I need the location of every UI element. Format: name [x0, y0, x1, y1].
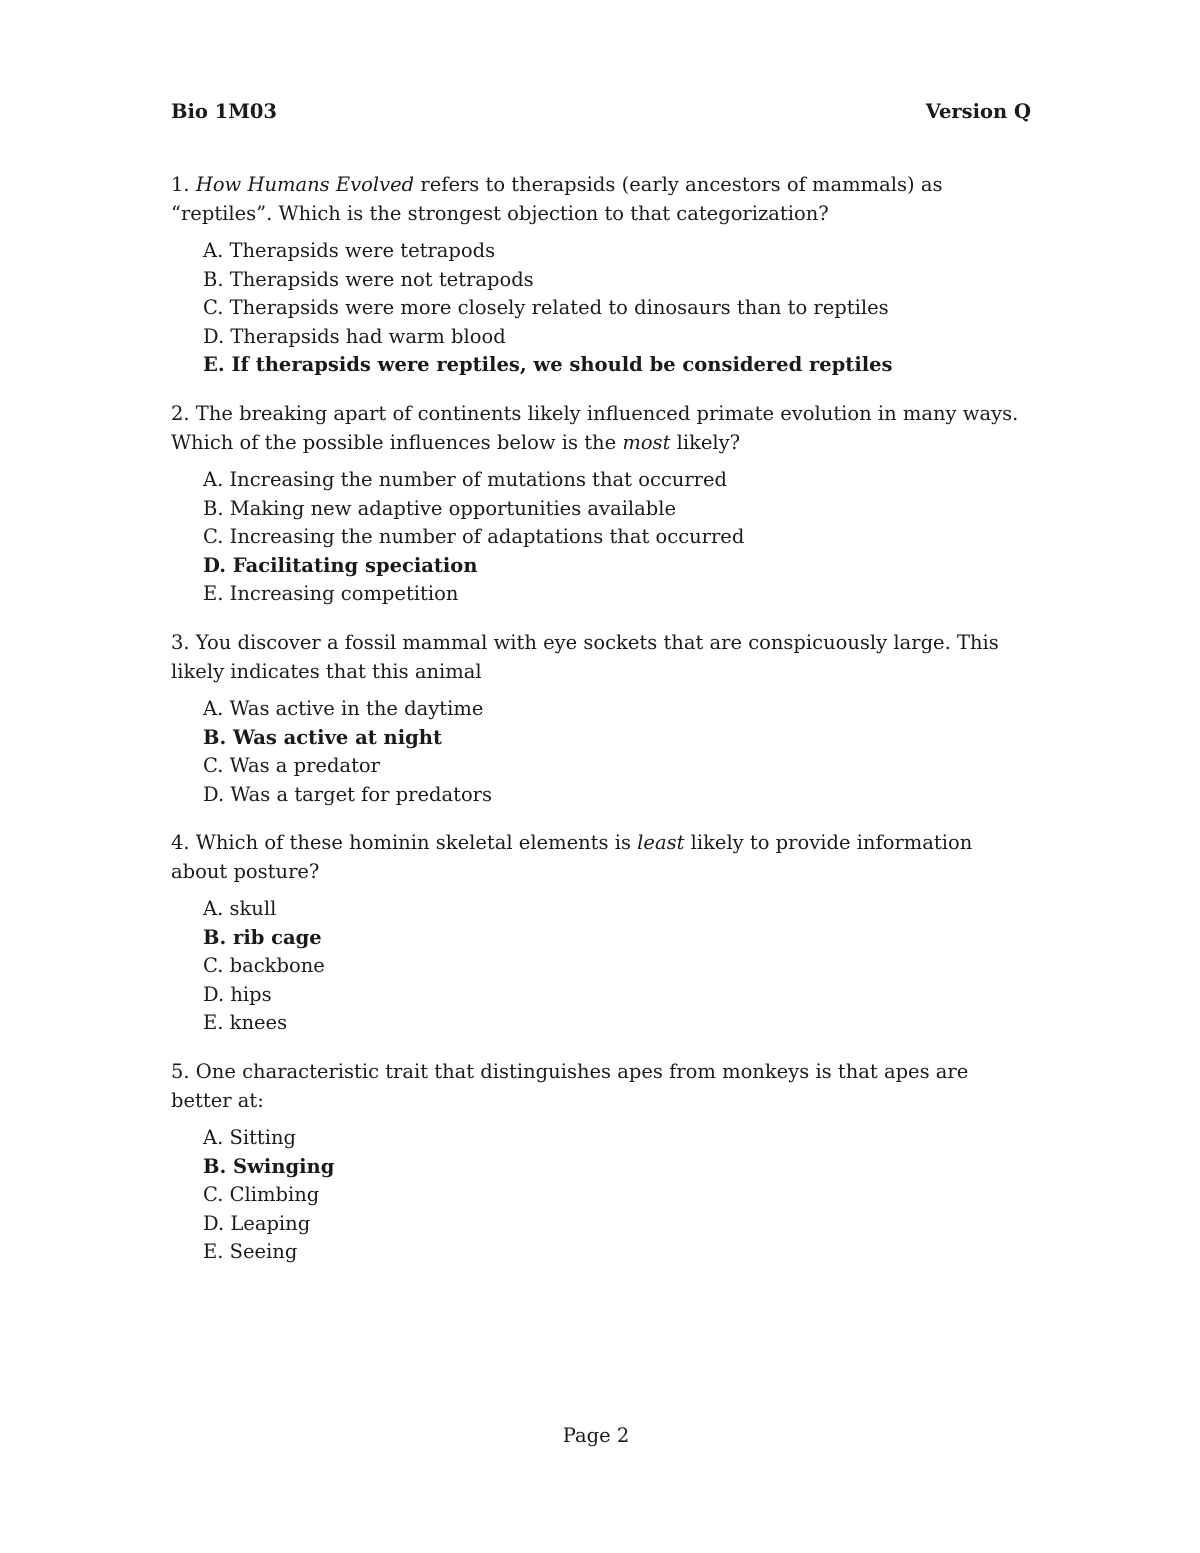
- option-correct: B. Swinging: [203, 1154, 335, 1178]
- option: E. Increasing competition: [203, 582, 459, 605]
- option-correct: B. Was active at night: [203, 725, 442, 749]
- question-3-stem: 3. You discover a fossil mammal with eye sockets that are conspicuously large. This likely indicates that this animal: [171, 631, 999, 683]
- question-2-stem: 2. The breaking apart of continents likely influenced primate evolution in many ways. Which of the possible influences below is the most likely?: [171, 402, 1019, 454]
- option: C. Was a predator: [203, 754, 380, 777]
- question-2-options: [203, 466, 1033, 609]
- page-header: [171, 100, 1031, 128]
- question-3-options: [203, 695, 1033, 809]
- option: D. Leaping: [203, 1211, 311, 1235]
- option: A. Was active in the daytime: [203, 697, 484, 720]
- exam-version: Version Q: [925, 100, 1031, 123]
- option: B. Therapsids were not tetrapods: [203, 267, 534, 291]
- option: D. Therapsids had warm blood: [203, 324, 506, 348]
- option: A. Increasing the number of mutations that occurred: [203, 468, 728, 491]
- question-1: [171, 170, 1033, 380]
- option-correct: E. If therapsids were reptiles, we should be considered reptiles: [203, 353, 893, 376]
- course-code: Bio 1M03: [171, 100, 277, 123]
- option: C. Climbing: [203, 1183, 320, 1206]
- question-5-options: [203, 1124, 1033, 1267]
- option-correct: B. rib cage: [203, 925, 322, 949]
- option: E. knees: [203, 1011, 288, 1034]
- option: E. Seeing: [203, 1240, 298, 1263]
- question-4-stem: 4. Which of these hominin skeletal elements is least likely to provide information about posture?: [171, 831, 973, 883]
- question-2: [171, 399, 1033, 609]
- option: D. hips: [203, 982, 272, 1006]
- page-number: Page 2: [562, 1424, 630, 1447]
- question-5-stem: 5. One characteristic trait that distinguishes apes from monkeys is that apes are better at:: [171, 1060, 969, 1112]
- question-1-options: [203, 237, 1033, 380]
- option-correct: D. Facilitating speciation: [203, 553, 478, 577]
- question-4: [171, 828, 1033, 1038]
- option: C. backbone: [203, 954, 325, 977]
- option: C. Increasing the number of adaptations that occurred: [203, 525, 745, 548]
- question-1-stem: 1. How Humans Evolved refers to therapsids (early ancestors of mammals) as “reptiles”. Which is the strongest objection to that categorization?: [171, 173, 943, 225]
- option: C. Therapsids were more closely related to dinosaurs than to reptiles: [203, 296, 889, 319]
- question-4-options: [203, 895, 1033, 1038]
- option: A. Therapsids were tetrapods: [203, 239, 496, 262]
- option: D. Was a target for predators: [203, 782, 493, 806]
- question-3: [171, 628, 1033, 809]
- option: A. skull: [203, 897, 277, 920]
- option: B. Making new adaptive opportunities available: [203, 496, 677, 520]
- option: A. Sitting: [203, 1126, 297, 1149]
- question-5: [171, 1057, 1033, 1267]
